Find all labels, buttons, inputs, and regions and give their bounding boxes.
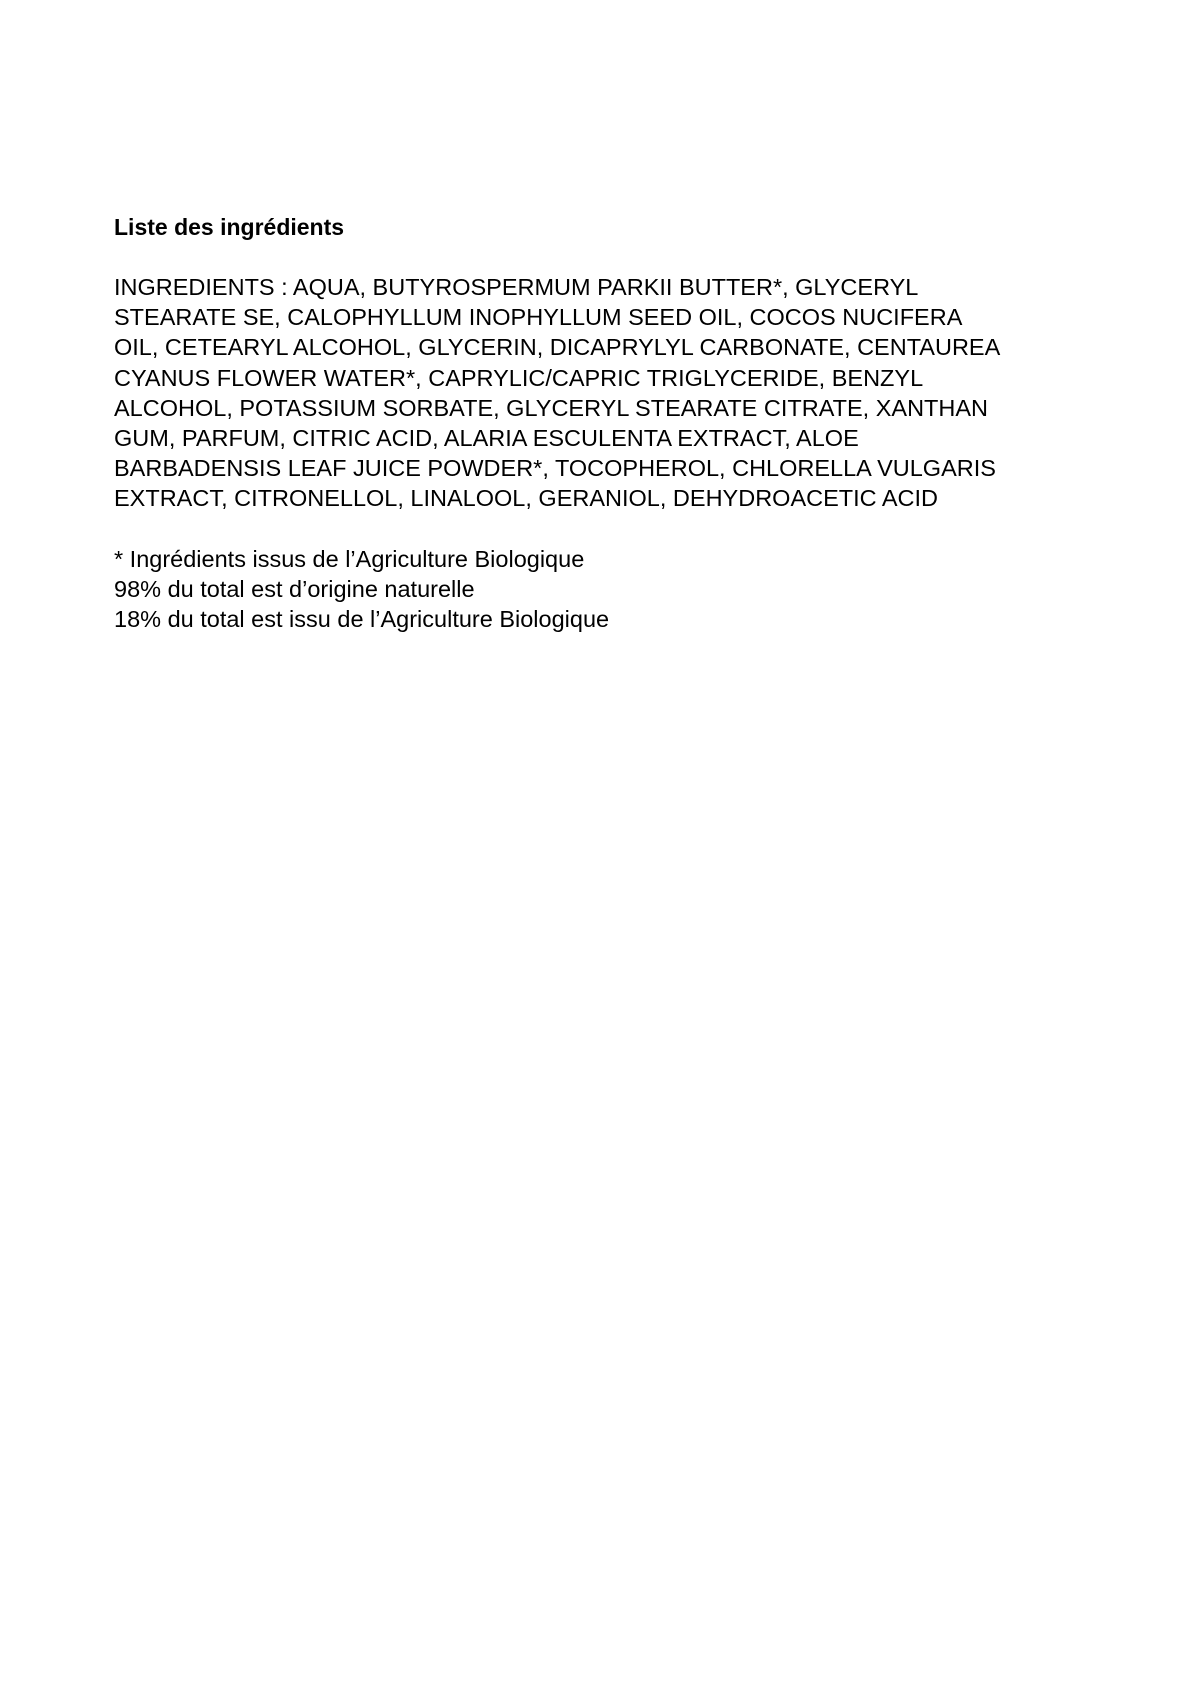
ingredients-line: STEARATE SE, CALOPHYLLUM INOPHYLLUM SEED OIL, COCOS NUCIFERA: [114, 304, 963, 331]
ingredients-line: INGREDIENTS : AQUA, BUTYROSPERMUM PARKII BUTTER*, GLYCERYL: [114, 274, 919, 300]
ingredients-line: GUM, PARFUM, CITRIC ACID, ALARIA ESCULENTA EXTRACT, ALOE: [114, 425, 859, 452]
ingredients-line: BARBADENSIS LEAF JUICE POWDER*, TOCOPHEROL, CHLORELLA VULGARIS: [114, 455, 996, 482]
ingredients-line: EXTRACT, CITRONELLOL, LINALOOL, GERANIOL, DEHYDROACETIC ACID: [114, 485, 938, 512]
ingredients-line: ALCOHOL, POTASSIUM SORBATE, GLYCERYL STEARATE CITRATE, XANTHAN: [114, 394, 989, 421]
footnotes: [114, 544, 1094, 635]
document-content: [114, 212, 1094, 634]
ingredients-paragraph: [114, 272, 1094, 514]
organic-footnote: * Ingrédients issus de l’Agriculture Biologique: [114, 545, 585, 572]
ingredients-line: OIL, CETEARYL ALCOHOL, GLYCERIN, DICAPRYLYL CARBONATE, CENTAUREA: [114, 334, 1001, 361]
page-title: Liste des ingrédients: [114, 214, 345, 240]
natural-origin-note: 98% du total est d’origine naturelle: [114, 575, 475, 602]
ingredients-line: CYANUS FLOWER WATER*, CAPRYLIC/CAPRIC TRIGLYCERIDE, BENZYL: [114, 364, 924, 391]
organic-share-note: 18% du total est issu de l’Agriculture Biologique: [114, 606, 610, 633]
